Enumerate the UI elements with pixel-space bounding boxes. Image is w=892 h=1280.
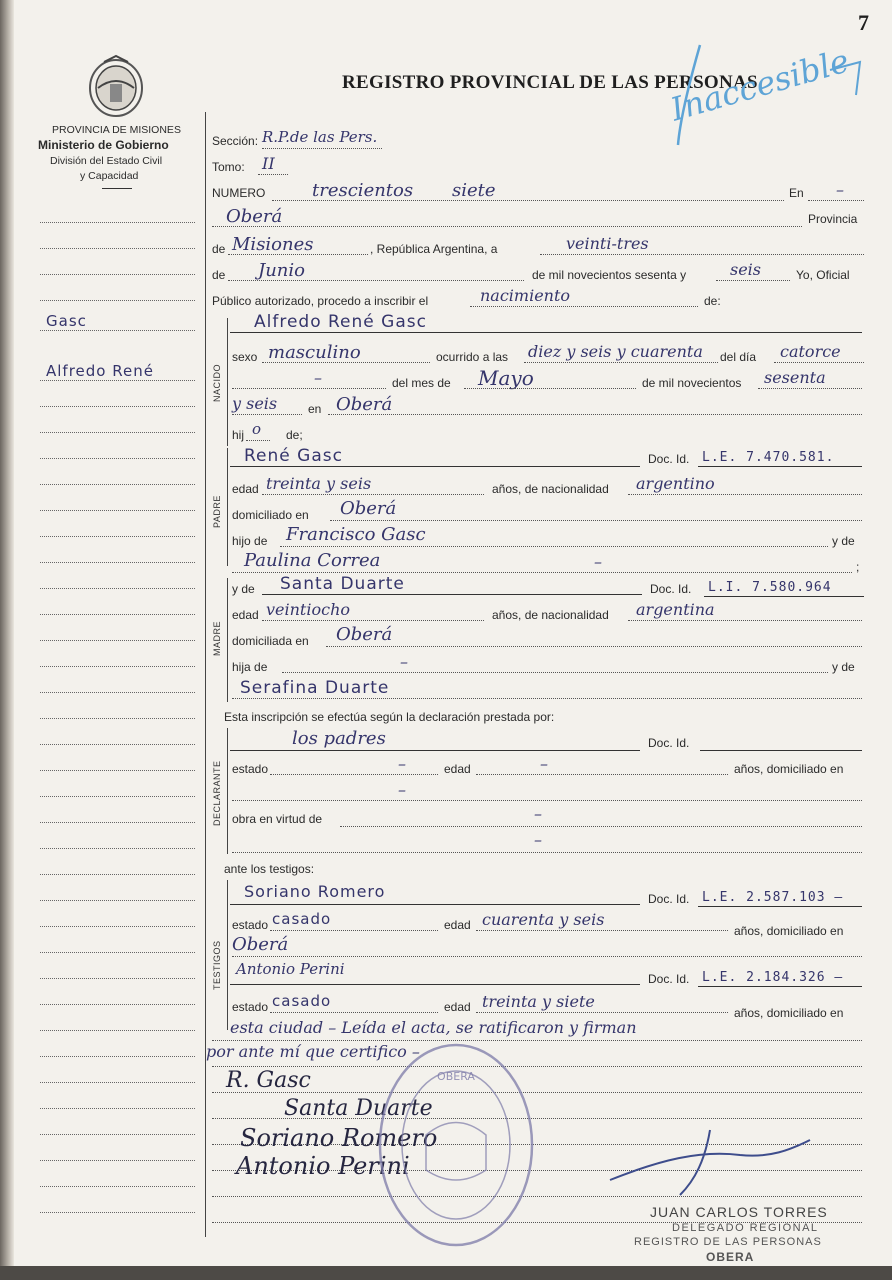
officer-office: REGISTRO DE LAS PERSONAS: [634, 1236, 822, 1248]
madre-doc-value: L.I. 7.580.964: [708, 580, 832, 595]
mes-label: del mes de: [392, 376, 451, 390]
nacido-lugar-value: Oberá: [336, 394, 393, 415]
month-value: Junio: [258, 260, 305, 281]
declarante-obra-label: obra en virtud de: [232, 812, 323, 826]
signature-3: Soriano Romero: [240, 1124, 438, 1152]
act-value: nacimiento: [480, 286, 571, 305]
padre-yde-label: y de: [832, 534, 855, 548]
province-value: Misiones: [232, 234, 314, 255]
nacido-dash: –: [314, 368, 322, 387]
mil-label: de mil novecientos: [642, 376, 742, 390]
tomo-label: Tomo:: [212, 160, 245, 174]
official-seal-icon: [376, 1040, 536, 1250]
testigos-intro: ante los testigos:: [224, 862, 315, 876]
yo-oficial-label: Yo, Oficial: [796, 268, 850, 282]
declarante-estado-label: estado: [232, 762, 269, 776]
testigo1-edad-value: cuarenta y seis: [482, 910, 605, 929]
margin-given-names: Alfredo René: [46, 362, 154, 380]
year-value: seis: [730, 260, 762, 279]
ministry-label: Ministerio de Gobierno: [38, 138, 169, 152]
mes-value: Mayo: [478, 366, 534, 390]
padre-hijo-label: hijo de: [232, 534, 268, 548]
coat-of-arms-icon: [86, 54, 146, 120]
officer-signature-icon: [600, 1120, 820, 1210]
de-label: de: [212, 242, 226, 256]
nacido-section-label: NACIDO: [212, 363, 222, 402]
year-label: de mil novecientos sesenta y: [532, 268, 687, 282]
padre-father-value: Francisco Gasc: [286, 524, 426, 545]
publico-label: Público autorizado, procedo a inscribir el: [212, 294, 429, 308]
provincia-label: Provincia: [808, 212, 858, 226]
sexo-value: masculino: [268, 342, 361, 363]
padre-dom-label: domiciliado en: [232, 508, 309, 522]
declarante-dash-3: –: [398, 780, 406, 799]
testigo2-anos-label: años, domiciliado en: [734, 1006, 844, 1020]
madre-section-label: MADRE: [212, 620, 222, 656]
madre-yde-label: y de: [232, 582, 255, 596]
madre-name: Santa Duarte: [280, 574, 405, 594]
declarante-intro: Esta inscripción se efectúa según la declaración prestada por:: [224, 710, 555, 724]
seccion-value: R.P.de las Pers.: [262, 128, 378, 146]
division-label-2: y Capacidad: [80, 170, 139, 182]
padre-edad-label: edad: [232, 482, 259, 496]
blue-stamp-note: Inaccesible: [666, 41, 854, 129]
en-value: –: [836, 180, 844, 199]
province-label: PROVINCIA DE MISIONES: [52, 124, 181, 136]
madre-mother-value: Serafina Duarte: [240, 678, 390, 698]
declarante-edad-label: edad: [444, 762, 471, 776]
de2-label: de: [212, 268, 226, 282]
testigo1-anos-label: años, domiciliado en: [734, 924, 844, 938]
page-title: REGISTRO PROVINCIAL DE LAS PERSONAS: [342, 72, 758, 93]
testigo2-name: Antonio Perini: [236, 960, 345, 978]
testigo2-doc-label: Doc. Id.: [648, 972, 690, 986]
testigo2-dom-value: esta ciudad – Leída el acta, se ratificaron y firman: [230, 1018, 637, 1037]
madre-dom-label: domiciliada en: [232, 634, 309, 648]
testigo1-doc-label: Doc. Id.: [648, 892, 690, 906]
testigo1-estado-label: estado: [232, 918, 269, 932]
nacido-year-value-2: y seis: [232, 394, 278, 413]
hijo-de-label: de;: [286, 428, 303, 442]
nacido-year-value: sesenta: [764, 368, 826, 387]
page-number: 7: [858, 10, 869, 35]
officer-name: JUAN CARLOS TORRES: [650, 1204, 828, 1220]
hora-value: diez y seis y cuarenta: [528, 342, 703, 361]
testigo1-edad-label: edad: [444, 918, 471, 932]
declarante-section-label: DECLARANTE: [212, 760, 222, 826]
seccion-label: Sección:: [212, 134, 259, 148]
en-label: En: [789, 186, 804, 200]
testigo2-edad-label: edad: [444, 1000, 471, 1014]
madre-yde2-label: y de: [832, 660, 855, 674]
padre-dom-value: Oberá: [340, 498, 397, 519]
numero-value-1: trescientos: [312, 180, 414, 201]
declarante-dash-5: –: [534, 830, 542, 849]
de3-label: de:: [704, 294, 721, 308]
padre-doc-value: L.E. 7.470.581.: [702, 450, 835, 465]
padre-semicolon: ;: [856, 560, 860, 574]
madre-nac-value: argentina: [636, 600, 715, 619]
padre-mother-value: Paulina Correa: [244, 550, 381, 571]
padre-name: René Gasc: [244, 446, 343, 466]
division-label: División del Estado Civil: [50, 155, 163, 167]
signature-2: Santa Duarte: [284, 1096, 433, 1121]
nacido-name: Alfredo René Gasc: [254, 312, 427, 332]
testigos-section-label: TESTIGOS: [212, 940, 222, 990]
madre-doc-label: Doc. Id.: [650, 582, 692, 596]
declarante-dash-2: –: [540, 754, 548, 773]
sexo-label: sexo: [232, 350, 258, 364]
seal-center-text: OBERA: [437, 1070, 475, 1083]
book-spine: [0, 0, 14, 1280]
declarante-doc-label: Doc. Id.: [648, 736, 690, 750]
declarante-dash-4: –: [534, 804, 542, 823]
padre-doc-label: Doc. Id.: [648, 452, 690, 466]
ocurrido-label: ocurrido a las: [436, 350, 509, 364]
day-value: veinti-tres: [566, 234, 649, 253]
testigo2-doc-value: L.E. 2.184.326 –: [702, 970, 844, 985]
padre-edad-value: treinta y seis: [266, 474, 372, 493]
madre-dash: –: [400, 652, 408, 671]
testigo1-dom-value: Oberá: [232, 934, 289, 955]
testigo1-estado-value: casado: [272, 910, 332, 928]
testigo1-name: Soriano Romero: [244, 882, 386, 901]
page-edge: [0, 1266, 892, 1280]
republica-label: , República Argentina, a: [370, 242, 498, 256]
numero-label: NUMERO: [212, 186, 266, 200]
nacido-en-label: en: [308, 402, 322, 416]
officer-title: DELEGADO REGIONAL: [672, 1222, 819, 1234]
hijo-label: hij: [232, 428, 245, 442]
numero-value-2: siete: [452, 180, 496, 201]
padre-section-label: PADRE: [212, 495, 222, 528]
declarante-anos-label: años, domiciliado en: [734, 762, 844, 776]
blue-stroke-icon: [660, 40, 880, 150]
officer-city: OBERA: [706, 1250, 755, 1264]
signature-1: R. Gasc: [226, 1068, 311, 1093]
hijo-value: o: [252, 420, 262, 438]
dia-value: catorce: [780, 342, 841, 361]
testigo2-estado-label: estado: [232, 1000, 269, 1014]
declarante-name: los padres: [292, 728, 386, 749]
margin-surname: Gasc: [46, 312, 87, 330]
madre-dom-value: Oberá: [336, 624, 393, 645]
del-dia-label: del día: [720, 350, 757, 364]
closing-text: por ante mí que certifico –: [206, 1042, 420, 1061]
padre-nac-value: argentino: [636, 474, 715, 493]
madre-edad-value: veintiocho: [266, 600, 351, 619]
testigo2-edad-value: treinta y siete: [482, 992, 595, 1011]
padre-nac-label: años, de nacionalidad: [492, 482, 609, 496]
padre-dash: –: [594, 552, 602, 571]
signature-4: Antonio Perini: [236, 1152, 410, 1180]
place-value: Oberá: [226, 206, 283, 227]
madre-edad-label: edad: [232, 608, 259, 622]
madre-nac-label: años, de nacionalidad: [492, 608, 609, 622]
testigo2-estado-value: casado: [272, 992, 332, 1010]
declarante-dash-1: –: [398, 754, 406, 773]
testigo1-doc-value: L.E. 2.587.103 –: [702, 890, 844, 905]
tomo-value: II: [262, 154, 275, 173]
madre-hija-label: hija de: [232, 660, 268, 674]
